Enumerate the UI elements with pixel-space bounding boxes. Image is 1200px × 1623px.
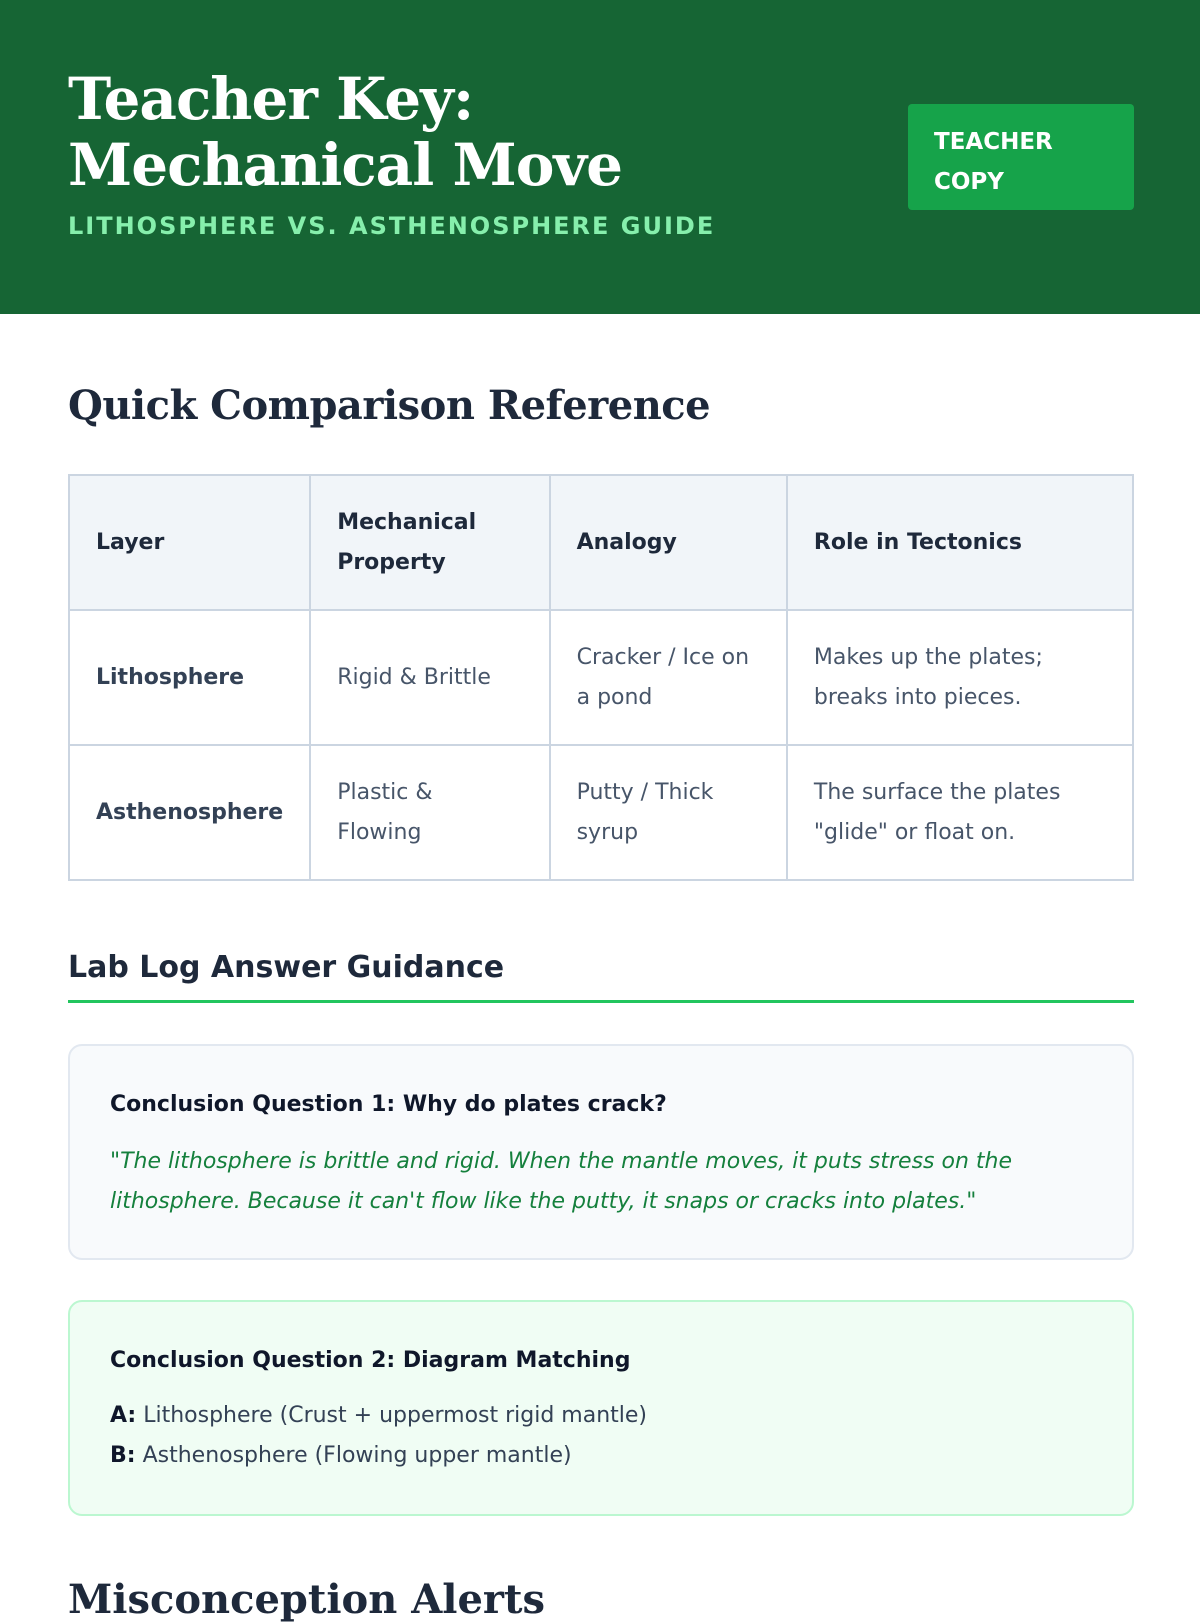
- match-label: A:: [110, 1403, 137, 1428]
- conclusion-q2-card: [68, 1300, 1134, 1516]
- column-header-role: Role in Tectonics: [787, 475, 1133, 610]
- comparison-title: Quick Comparison Reference: [68, 382, 711, 429]
- matching-list: [110, 1396, 1092, 1476]
- page-subtitle: LITHOSPHERE VS. ASTHENOSPHERE GUIDE: [68, 212, 716, 240]
- guidance-title: Lab Log Answer Guidance: [68, 950, 505, 985]
- conclusion-q1-card: [68, 1044, 1134, 1260]
- match-label: B:: [110, 1443, 136, 1468]
- comparison-table: [68, 474, 1134, 881]
- q2-question: Conclusion Question 2: Diagram Matching: [110, 1348, 631, 1373]
- column-header-property: Mechanical Property: [310, 475, 549, 610]
- cell-analogy: Cracker / Ice on a pond: [550, 610, 787, 745]
- q1-question: Conclusion Question 1: Why do plates crack?: [110, 1092, 667, 1117]
- teacher-copy-badge: TEACHER COPY: [908, 104, 1134, 210]
- header-banner: [0, 0, 1200, 314]
- cell-layer: Asthenosphere: [69, 745, 310, 880]
- cell-role: The surface the plates "glide" or float on.: [787, 745, 1133, 880]
- next-section-title: Misconception Alerts: [68, 1576, 545, 1623]
- page-title: Teacher Key: Mechanical Move: [68, 65, 622, 199]
- table-row: [69, 745, 1133, 880]
- list-item: [110, 1396, 1092, 1436]
- cell-layer: Lithosphere: [69, 610, 310, 745]
- match-text: Asthenosphere (Flowing upper mantle): [142, 1443, 572, 1468]
- cell-property: Plastic & Flowing: [310, 745, 549, 880]
- match-text: Lithosphere (Crust + uppermost rigid mantle): [143, 1403, 648, 1428]
- cell-role: Makes up the plates; breaks into pieces.: [787, 610, 1133, 745]
- table-header-row: [69, 475, 1133, 610]
- table-row: [69, 610, 1133, 745]
- section-divider: [68, 1000, 1134, 1003]
- list-item: [110, 1436, 1092, 1476]
- column-header-analogy: Analogy: [550, 475, 787, 610]
- cell-property: Rigid & Brittle: [310, 610, 549, 745]
- column-header-layer: Layer: [69, 475, 310, 610]
- q1-answer: "The lithosphere is brittle and rigid. When the mantle moves, it puts stress on the lithosphere. Because it can't flow like the putty, it snaps or cracks into plates.": [110, 1149, 1012, 1214]
- cell-analogy: Putty / Thick syrup: [550, 745, 787, 880]
